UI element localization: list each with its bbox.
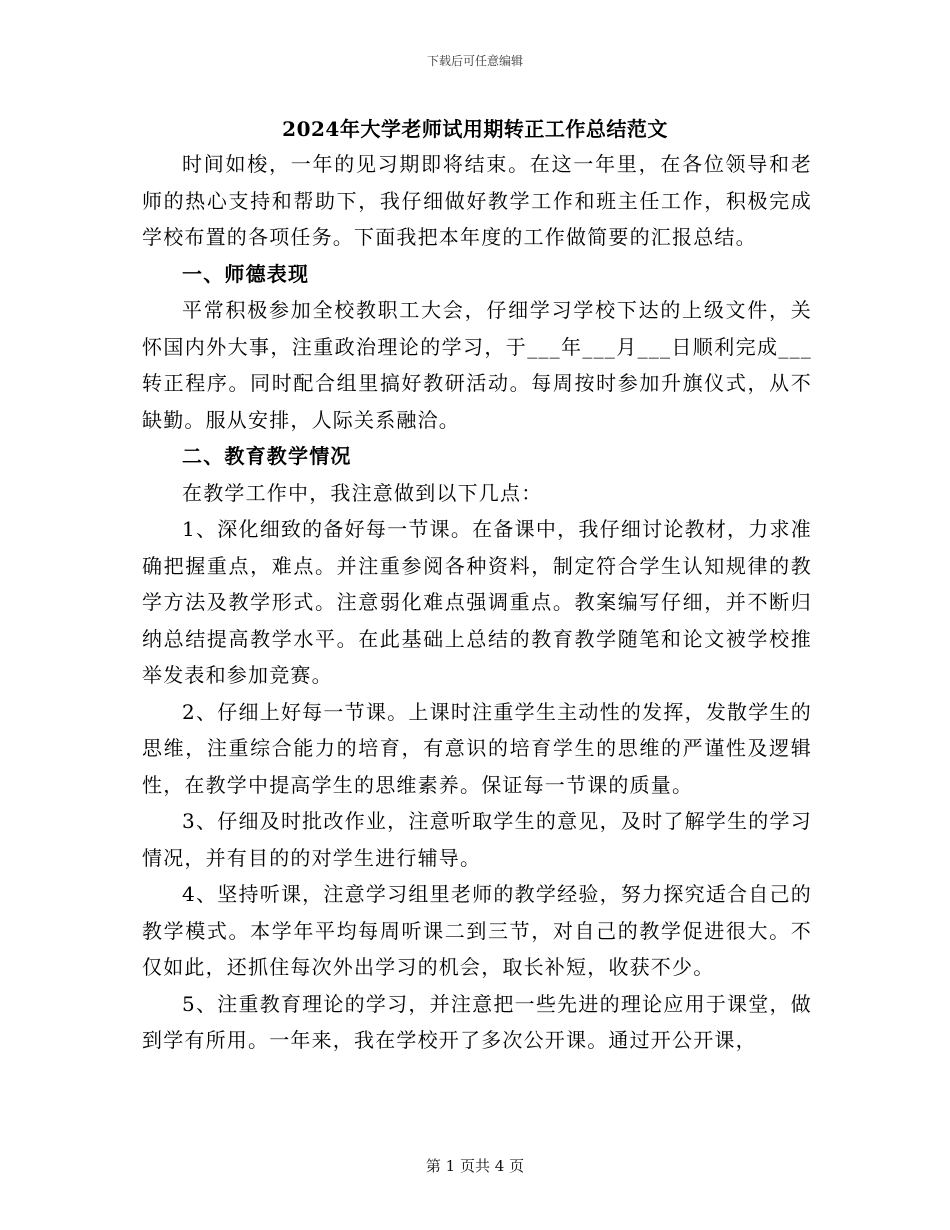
section-heading-ethics: 一、师德表现: [182, 261, 310, 286]
teaching-item-5: 5、注重教育理论的学习，并注意把一些先进的理论应用于课堂，做到学有所用。一年来，我在学校开了多次公开课。通过开公开课，: [142, 991, 812, 1052]
teaching-item-3: 3、仔细及时批改作业，注意听取学生的意见，及时了解学生的学习情况，并有目的的对学生进行辅导。: [142, 809, 812, 870]
page-indicator: 第 1 页共 4 页: [425, 1157, 525, 1175]
teaching-item-1: 1、深化细致的备好每一节课。在备课中，我仔细讨论教材，力求准确把握重点，难点。并注重参阅各种资料，制定符合学生认知规律的教学方法及教学形式。注意弱化难点强调重点。教案编写仔细，并不断归纳总结提高教学水平。在此基础上总结的教育教学随笔和论文被学校推举发表和参加竞赛。: [142, 517, 812, 687]
ethics-paragraph: 平常积极参加全校教职工大会，仔细学习学校下达的上级文件，关怀国内外大事，注重政治理论的学习，于___年___月___日顺利完成___转正程序。同时配合组里搞好教研活动。每周按时参加升旗仪式，从不缺勤。服从安排，人际关系融洽。: [142, 298, 812, 432]
document-title: 2024年大学老师试用期转正工作总结范文: [282, 117, 668, 141]
section-heading-teaching: 二、教育教学情况: [182, 444, 352, 468]
teaching-lead-paragraph: 在教学工作中，我注意做到以下几点：: [182, 480, 543, 505]
teaching-item-2: 2、仔细上好每一节课。上课时注重学生主动性的发挥，发散学生的思维，注重综合能力的培育，有意识的培育学生的思维的严谨性及逻辑性，在教学中提高学生的思维素养。保证每一节课的质量。: [142, 699, 812, 797]
document-body: [142, 146, 812, 1059]
intro-paragraph: 时间如梭，一年的见习期即将结束。在这一年里，在各位领导和老师的热心支持和帮助下，我仔细做好教学工作和班主任工作，积极完成学校布置的各项任务。下面我把本年度的工作做简要的汇报总结。: [142, 152, 812, 249]
header-note: 下载后可任意编辑: [426, 54, 523, 68]
teaching-item-4: 4、坚持听课，注意学习组里老师的教学经验，努力探究适合自己的教学模式。本学年平均每周听课二到三节，对自己的教学促进很大。不仅如此，还抓住每次外出学习的机会，取长补短，收获不少。: [142, 882, 812, 979]
